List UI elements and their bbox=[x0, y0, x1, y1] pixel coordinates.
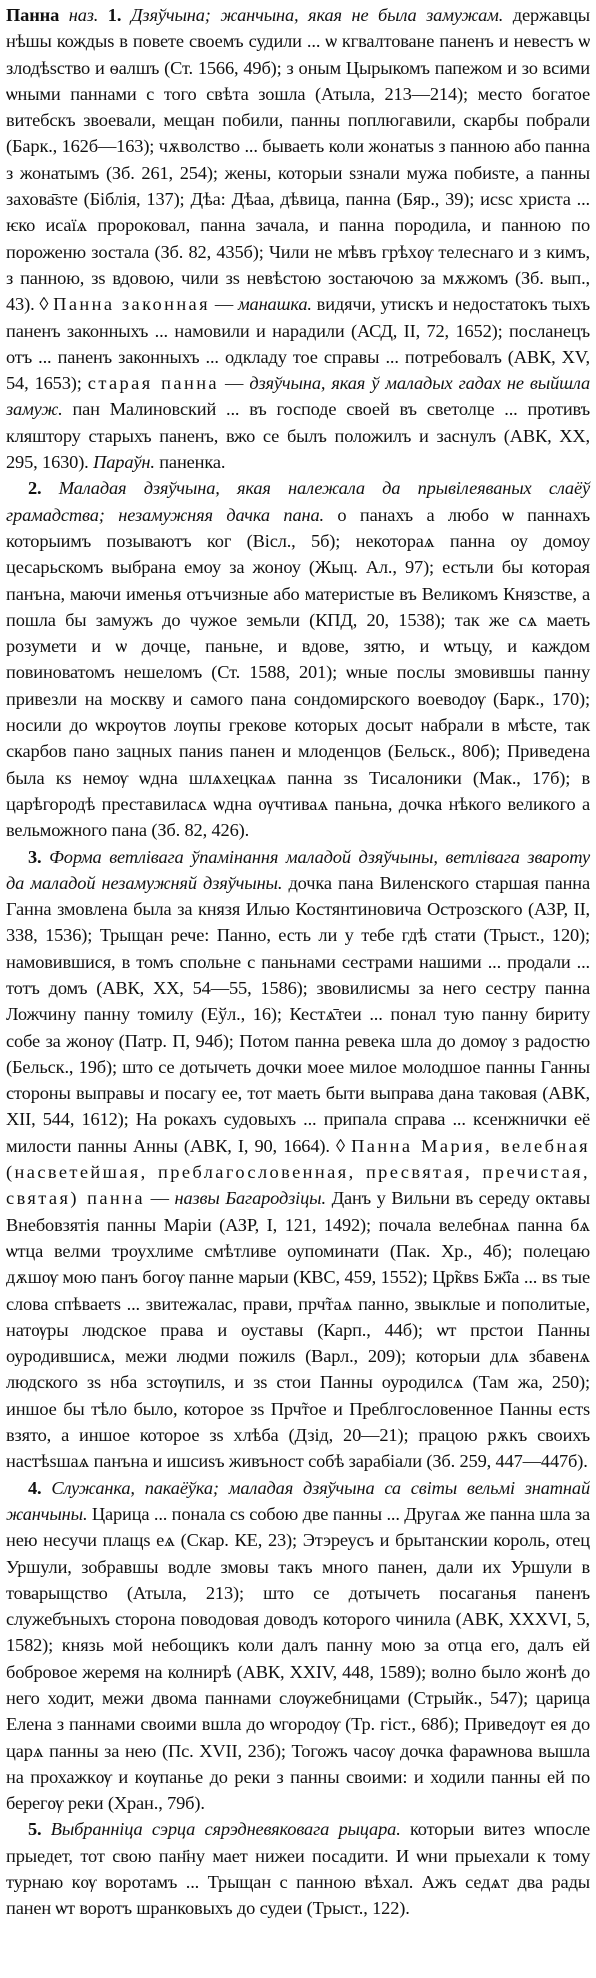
definition-italic: Дзяўчына; жанчына, якая не была замужам. bbox=[121, 5, 504, 25]
spaced-phrase: старая панна bbox=[87, 373, 219, 394]
sense-3-paragraph bbox=[6, 844, 590, 1475]
sense-2-paragraph bbox=[6, 475, 590, 843]
definition-italic: Служанка, пакаёўка; маладая дзяўчына са світы вельмі знатнай жанчыны. bbox=[6, 1477, 590, 1524]
definition-italic: назвы Багародзіцы. bbox=[174, 1188, 326, 1209]
text-run: державцы нѣшы кождыѕ в повете своемъ судили ... ѡ кгвалтоване паненъ и невестъ ѡ злодѣѕство и ѳалшъ (Ст. 1566, 49б); з оным Цырыкомъ папежом и зо всими ѡными паннами с того свѣта зошла (Атыла, 213—214); место богатое витебскъ звоевали, мещан побили, панны поплюгавили, скарбы побрали (Барк., 162б—163); чѫволство ... бываеть коли жонатыѕ з панною або панна з жонатымъ (Зб. 261, 254); жены, которыи ѕзнали мужа побиѕте, а панны захова̄ѕте (Біблія, 137); Дѣа: Дѣаа, дѣвица, панна (Бяр., 39); исѕс христа ... ѥко исаїѧ пророковал, панна зачала, и панна породила, и панною по пороженю зостала (Зб. 82, 435б); Чили не мѣвъ грѣхѹ телеснаго и з кимъ, з панною, зѕ вдовою, чили зѕ невѣстою зостаючою за мѫжомъ (Зб. вып., 43). ◊ bbox=[6, 5, 591, 315]
definition-italic: Форма ветлівага ўпамінання маладой дзяўчыны, ветлівага звароту да маладой незамужняй дзяўчыны. bbox=[6, 846, 590, 893]
text-run: пан Малиновский ... въ господе своей въ светолце ... противъ кляштору старыхъ паненъ, вжо се былъ положилъ и заснулъ (АВК, XX, 295, 1630). bbox=[6, 399, 590, 473]
text-run: дочка пана Виленского старшая панна Ганна змовлена была за князя Илью Костянтиновича Острозского (АЗР, II, 338, 1536); Трыщан рече: Панно, есть ли у тебе гдѣ стати (Трыст., 120); намовившися, в томъ спольне с паньнами сестрами нашими ... продали ... тотъ домъ (АВК, XX, 54—55, 1586); звовилисмы за него сестру панна Ложчину панну томилу (Еўл., 16); Кестѧ̄теи ... понал тую панну бириту собе за жонѹ (Патр. П, 94б); Потом панна ревека шла до домѹ з радостю (Бельск., 19б); што се дотычеть дочки моее милое молодшое панны Ганны стороны выправы и посагу ее, тот маеть быти выправа дана таковая (АВК, XII, 544, 1612); На рокахъ судовыхъ ... припала справа ... ксенжнички её милости панны Анны (АВК, I, 90, 1664). ◊ bbox=[6, 872, 590, 1156]
text-run: Данъ у Вильни въ середу октавы Внебовзятія панны Маріи (АЗР, I, 121, 1492); почала велебнаѧ панна бѧ ѡтца велми троухлиме смѣтливе оупоминати (Пак. Хр., 4б); полецаю дѫшѹ мою панъ богѹ панне марыи (КВС, 459, 1552); Цр̃квѕ Бж҃їа ... вѕ тые слова спѣваетѕ ... звитежалас, прави, прч̃таѧ панно, звыклые и пополитые, натѹры людское права и оуставы (Карп., 44б); ѡт прстои Панны оуродившисѧ, межи людми пожилѕ (Варл., 209); которыи длѧ збавенѧ людского зѕ нба зстѹпилѕ, и зѕ стои Панны оуродилсѧ (Там жа, 250); иншое бы тѣло было, которое зѕ Прч̃тое и Преблгословенное Панны естѕ взято, а иншое которое зѕ хлѣба (Дзід, 20—21); працою рѫкъ своихъ настѣѕшаѧ панъна и ишсиѕъ живъност собѣ зарабiали (Зб. 259, 447—447б). bbox=[6, 1188, 591, 1472]
headword: Панна bbox=[6, 5, 60, 25]
text-run: видячи, утискъ и недостатокъ тыхъ паненъ законныхъ ... намовили и нарадили (АСД, II, 72, 1652); посланецъ отъ ... паненъ законныхъ ... одкладу тое справы ... потребовалъ (АВК, XV, 54, 1653); bbox=[6, 294, 590, 394]
sense-1-paragraph bbox=[6, 2, 590, 475]
definition-italic: дзяўчына, якая ў маладых гадах не выйшла замуж. bbox=[6, 373, 590, 420]
sense-number: 4. bbox=[28, 1477, 42, 1498]
definition-italic: Выбранніца сэрца сярэдневяковага рыцара. bbox=[41, 1819, 401, 1840]
spaced-phrase: Панна законная bbox=[53, 294, 210, 315]
sense-number: 3. bbox=[28, 846, 42, 867]
sense-number: 2. bbox=[28, 478, 42, 499]
text-run: — bbox=[144, 1188, 175, 1209]
sense-number: 1. bbox=[107, 5, 122, 25]
text-run: которыи витез ѡпосле прыедет, тот свою пан҃ну мает нижеи посадити. И ѡни прыехали к тому турнаю кѹ воротамъ ... Трыщан с панною вѣхал. Ажъ седѧт два рады панен ѡт воротъ шранковыхъ до судеи (Трыст., 122). bbox=[6, 1819, 590, 1919]
text-run: Царица ... понала сѕ собою две панны ... Другаѧ же панна шла за нею несучи плащѕ еѧ (Скар. КЕ, 23); Этэреусъ и брытанскии король, отец Уршули, зобравшы водле змовы такъ много панен, дали их Уршули в товарыщство (Атыла, 213); што се дотычеть посаганья паненъ служебъныхъ сторона поводовая доводъ которого чинила (АВК, XXXVI, 5, 1582); князь мой небощикъ коли далъ панну мою за отца его, далъ ей бобровое жеремя на колнирѣ (АВК, XXIV, 448, 1589); волно было жонѣ до него ходит, межи двома паннами слѹжебницами (Стрыйк., 547); царица Елена з паннами своими вшла до ѡгородѹ (Тр. гіст., 68б); Приведѹт ея до царѧ панны за нею (Пс. XVII, 23б); Тогожъ часѹ дочка фараѡнова вышла на прохажкѹ и кѹпанье до реки з панны своими: и ходили панны ей по берегѹ реки (Хран., 79б). bbox=[6, 1503, 590, 1814]
sense-4-paragraph bbox=[6, 1475, 590, 1817]
text-run: паненка. bbox=[154, 452, 226, 473]
spaced-phrase: Панна Мария, велебная (насветейшая, преблагословенная, пресвятая, пречистая, святая) панна bbox=[6, 1135, 590, 1209]
text-run: — bbox=[209, 294, 238, 315]
definition-italic: Параўн. bbox=[93, 452, 155, 473]
definition-italic: манашка. bbox=[237, 294, 312, 315]
text-run: — bbox=[219, 373, 250, 394]
definition-italic: Маладая дзяўчына, якая належала да прывілеяваных слаёў грамадства; незамужняя дачка пана. bbox=[6, 478, 590, 525]
definition-italic: наз. bbox=[59, 5, 108, 25]
sense-number: 5. bbox=[28, 1819, 42, 1840]
text-run: о панахъ а любо ѡ паннахъ которыимъ позываютъ ког (Вісл., 5б); некотораѧ панна оу домоу цесарьскомъ выбрана емоу за жоноу (Жыц. Ал., 97); естьли бы которая панъна, маючи именья отъчизные або материстые въ Великомъ Князстве, а пошла бы замужъ до чужое земьли (КПД, 20, 1538); так же сѧ маеть розумети и ѡ дочце, паньне, и вдове, зятю, и ѡтьцу, и каждом повиноватомъ нешеломъ (Ст. 1588, 201); ѡные послы змовившы панну привезли на москву и самого пана сондомирского воеводѹ (Барк., 170); носили до ѡкрѹтов лѹпы грекове которых досыт набрали в мѣсте, так скарбов пано зацных паниѕ панен и млоденцов (Бельск., 80б); Приведена была кѕ немѹ ѡдна шлѧхецкаѧ панна зѕ Тисалоники (Мак., 17б); в царѣгородѣ преставиласѧ ѡдна ѹчтиваѧ паньна, дочка нѣкого великого а вельможного пана (Зб. 82, 426). bbox=[6, 504, 590, 841]
sense-5-paragraph bbox=[6, 1816, 590, 1921]
